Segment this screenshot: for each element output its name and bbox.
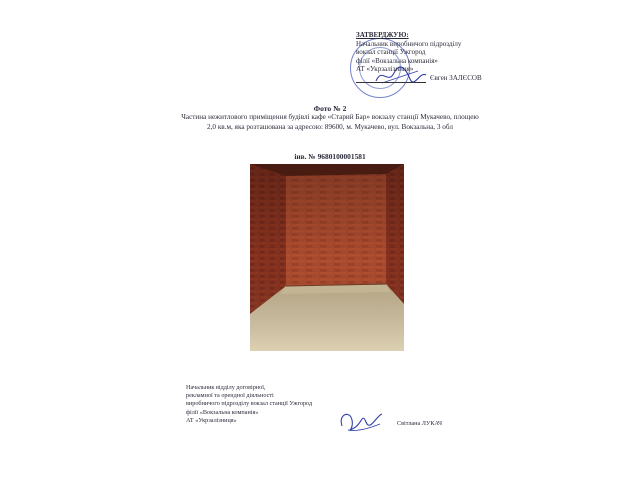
approval-line-2: вокзал станції Ужгород — [356, 48, 426, 57]
approval-block — [356, 31, 496, 83]
footer-line-3: виробничого підрозділу вокзал станції Ужгород — [186, 400, 313, 408]
photo-title-block — [180, 104, 480, 132]
approval-line-3: філії «Вокзальна компанія» — [356, 56, 438, 65]
footer-line-2: рекламної та орендної діяльності — [186, 392, 274, 400]
approval-signature-line — [356, 74, 496, 83]
footer-signatory: Світлана ЛУКАЧ — [397, 420, 443, 427]
footer-signature — [336, 406, 386, 436]
signature-blank — [356, 74, 426, 83]
approval-signatory: Євген ЗАЛЄСОВ — [430, 73, 482, 82]
photo-description: Частина нежитлового приміщення будівлі кафе «Старий Бар» вокзалу станції Мукачево, площею 2,0 кв.м, яка розташована за адресою: 89600, м. Мукачево, вул. Вокзальна, 3 обл — [181, 113, 479, 131]
approval-line-1: Начальник виробничого підрозділу — [356, 39, 462, 48]
footer-line-4: філії «Вокзальна компанія» — [186, 408, 259, 416]
inventory-number: інв. № 9680100001581 — [294, 152, 366, 161]
footer-line-1: Начальник відділу договірної, — [186, 384, 266, 391]
footer-signatory-block — [186, 384, 426, 425]
footer-line-5: АТ «Укрзалізниця» — [186, 416, 237, 424]
approval-line-4: АТ «Укрзалізниця» — [356, 65, 414, 74]
room-photo — [250, 164, 404, 351]
approval-heading: ЗАТВЕРДЖУЮ: — [356, 31, 409, 39]
photo-number: Фото № 2 — [313, 104, 347, 113]
